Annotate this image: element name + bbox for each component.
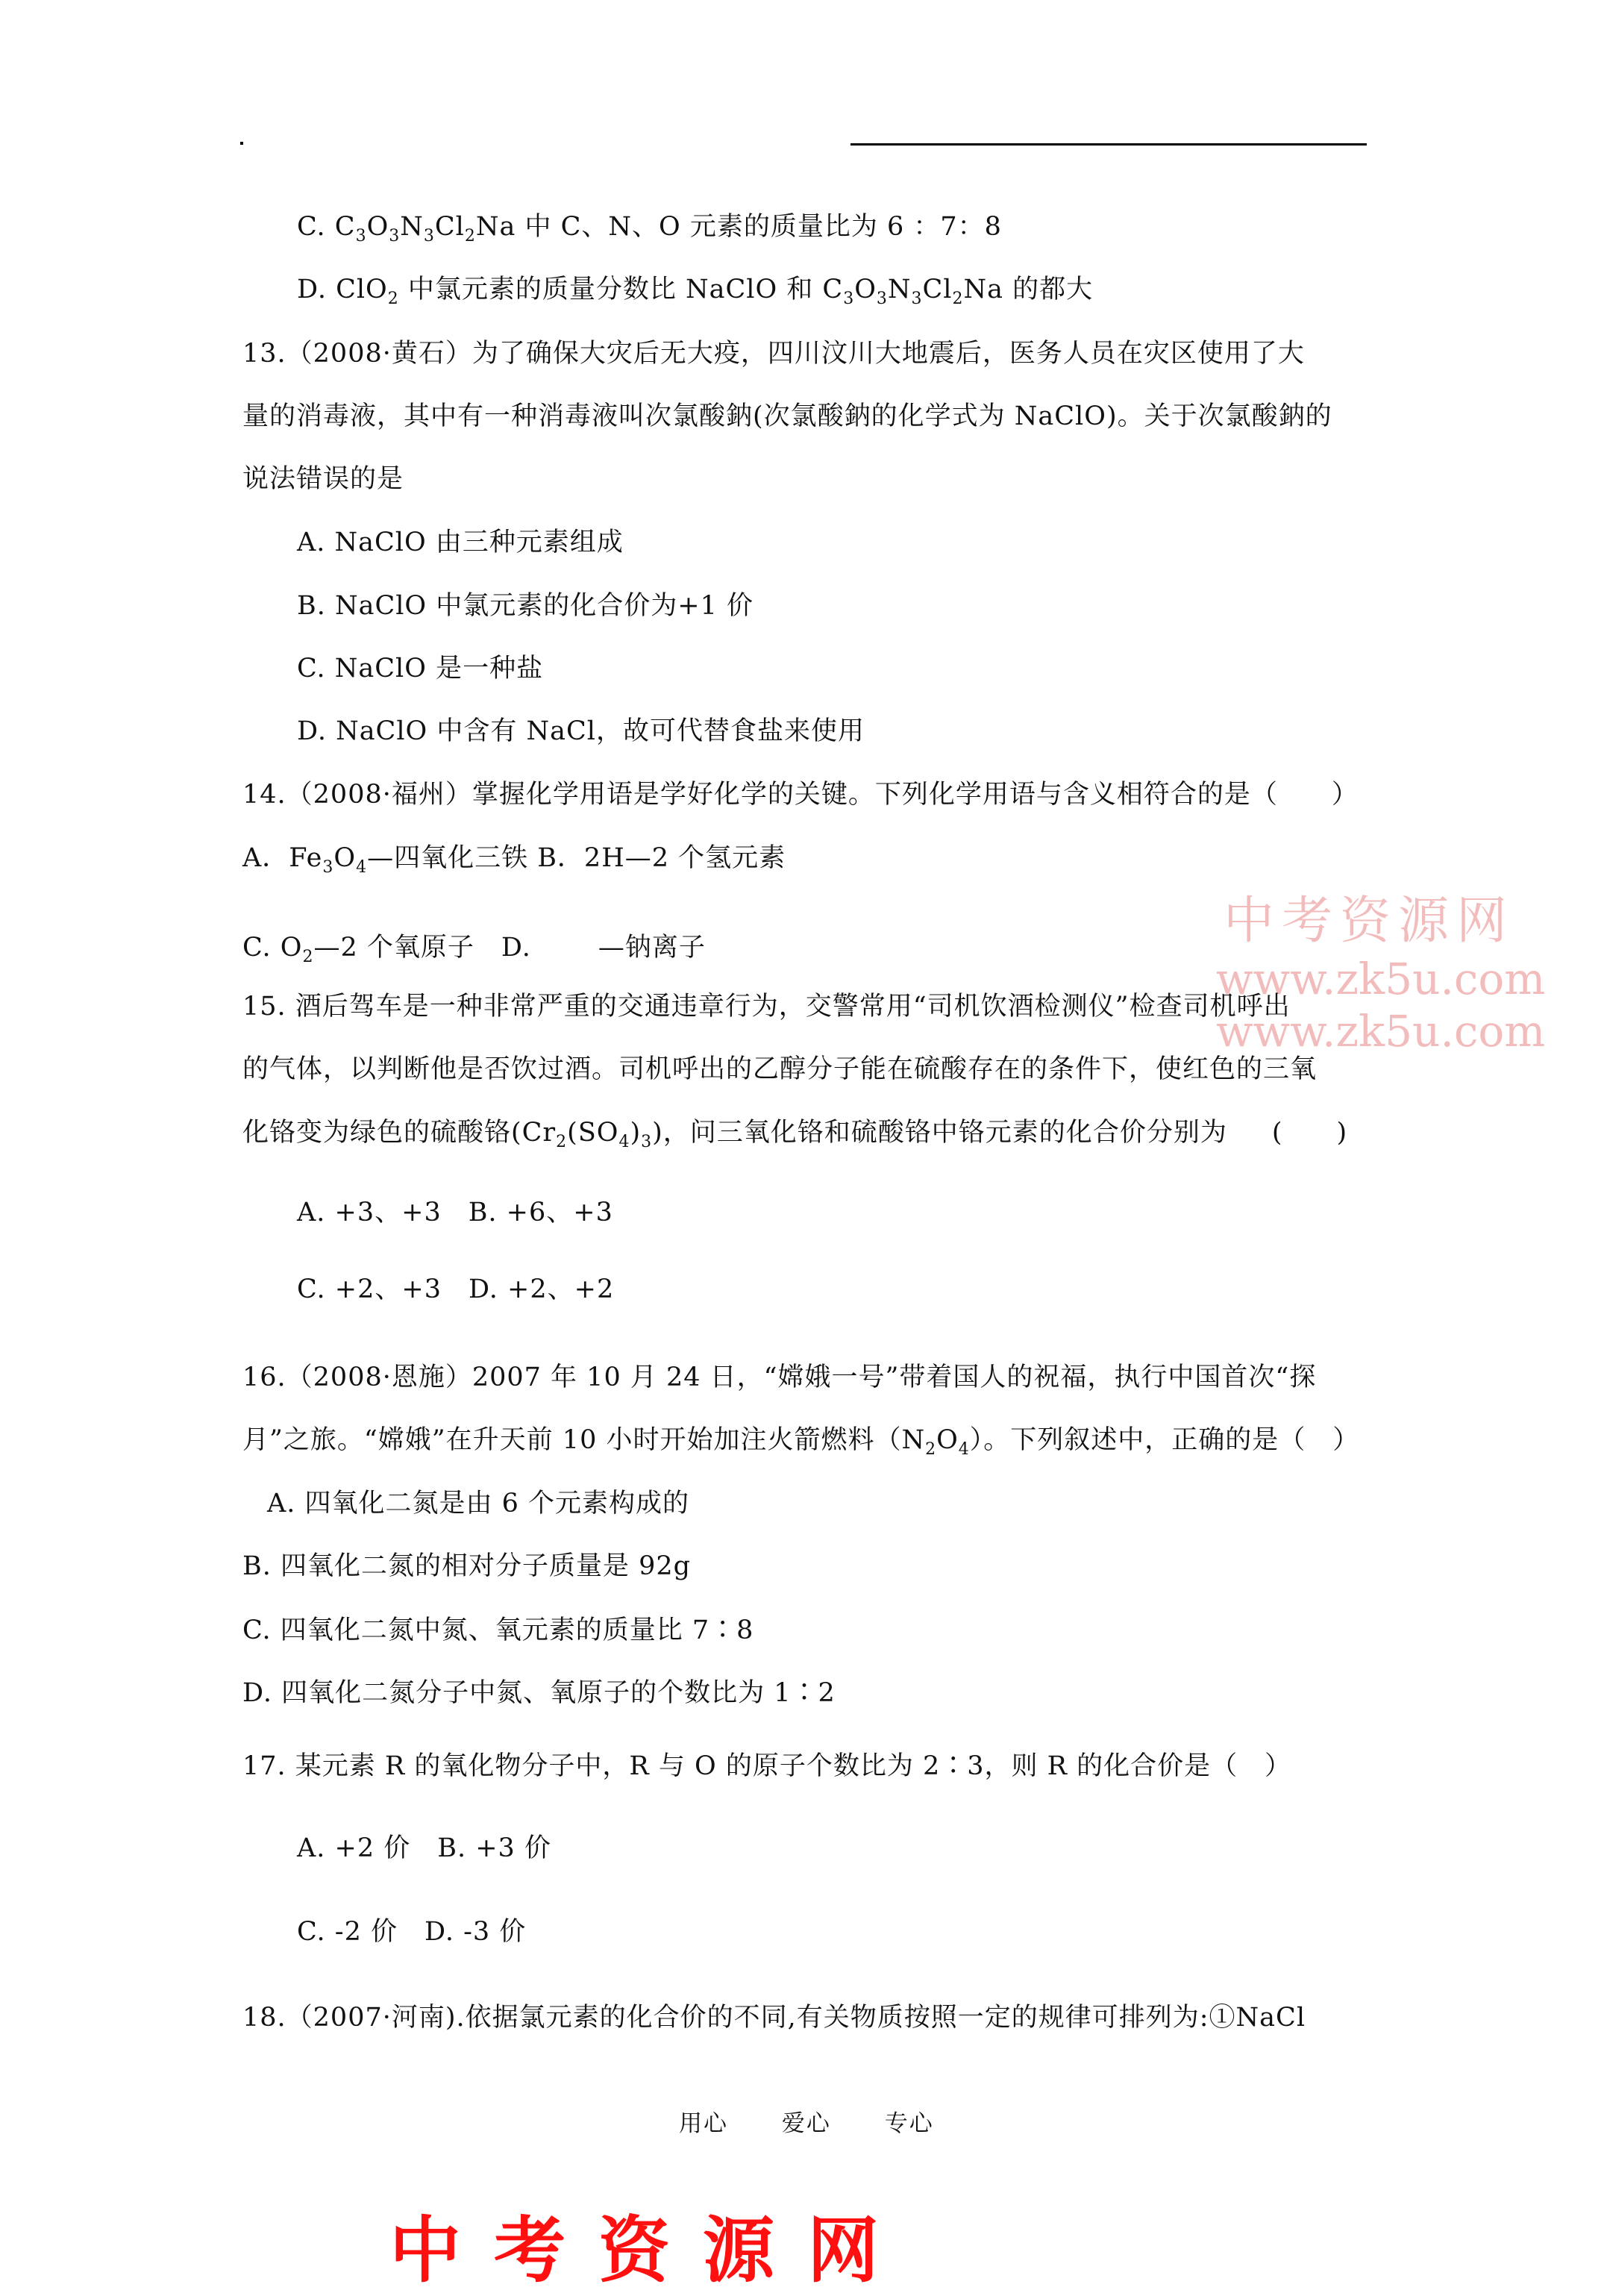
footer-word-3: 专心: [884, 2110, 934, 2137]
header-mark: [240, 142, 243, 145]
watermark-title: 中考资源网: [1224, 892, 1515, 951]
q16-option-c: C. 四氧化二氮中氮、氧元素的质量比 7∶8: [242, 1615, 754, 1645]
q13-stem-line1: 13.（2008·黄石）为了确保大灾后无大疫，四川汶川大地震后，医务人员在灾区使用了大: [242, 339, 1305, 369]
brand-banner: 中考资源网: [389, 2209, 912, 2292]
q16-option-d: D. 四氧化二氮分子中氮、氧原子的个数比为 1∶2: [242, 1678, 836, 1708]
q12-option-d: D. ClO$_2$ 中氯元素的质量分数比 NaClO 和 $C_3O_3N_3Cl_2Na$ 的都大: [297, 275, 1094, 308]
watermark-url-1: www.zk5u.com: [1216, 954, 1546, 1004]
q13-option-c: C. NaClO 是一种盐: [297, 654, 544, 684]
q12-option-c: C. $C_3O_3N_3Cl_2Na$ 中 C、N、O 元素的质量比为 6 ：7：8: [297, 212, 1002, 245]
q16-option-a: A. 四氧化二氮是由 6 个元素构成的: [267, 1489, 690, 1518]
q17-options-cd: C. -2 价 D. -3 价: [297, 1917, 527, 1947]
q13-option-d: D. NaClO 中含有 NaCl，故可代替食盐来使用: [297, 716, 865, 746]
q13-option-a: A. NaClO 由三种元素组成: [297, 528, 624, 557]
q15-stem-line2: 的气体，以判断他是否饮过酒。司机呼出的乙醇分子能在硫酸存在的条件下，使红色的三氧: [242, 1054, 1318, 1084]
q16-option-b: B. 四氧化二氮的相对分子质量是 92g: [242, 1551, 692, 1581]
q18-stem: 18.（2007·河南).依据氯元素的化合价的不同,有关物质按照一定的规律可排列为:①NaCl: [242, 2003, 1306, 2033]
q17-options-ab: A. +2 价 B. +3 价: [297, 1833, 551, 1863]
q15-options-ab: A. +3、+3 B. +6、+3: [297, 1198, 613, 1227]
q14-stem: 14.（2008·福州）掌握化学用语是学好化学的关键。下列化学用语与含义相符合的是（ ）: [242, 780, 1359, 810]
q13-stem-line3: 说法错误的是: [242, 464, 404, 494]
q16-stem-line2: 月”之旅。“嫦娥”在升天前 10 小时开始加注火箭燃料$(N_2O_4)$。下列叙述中，正确的是（ ）: [242, 1425, 1360, 1459]
header-rule: [850, 143, 1367, 146]
footer-word-2: 爱心: [781, 2110, 831, 2137]
q13-option-b: B. NaClO 中氯元素的化合价为+1 价: [297, 591, 754, 621]
footer-word-1: 用心: [679, 2110, 728, 2137]
q16-stem-line1: 16.（2008·恩施）2007 年 10 月 24 日，“嫦娥一号”带着国人的祝福，执行中国首次“探: [242, 1363, 1317, 1392]
page-footer: [679, 2104, 979, 2138]
q15-stem-line3: 化铬变为绿色的硫酸铬$(Cr_2(SO_4)_3)$，问三氧化铬和硫酸铬中铬元素的化合价分别为 ( ): [242, 1118, 1348, 1151]
q14-options-cd: C. $O_2—2$ 个氧原子 D. —钠离子: [242, 933, 706, 966]
q15-stem-line1: 15. 酒后驾车是一种非常严重的交通违章行为，交警常用“司机饮酒检测仪”检查司机呼出: [242, 992, 1291, 1022]
q15-options-cd: C. +2、+3 D. +2、+2: [297, 1274, 615, 1304]
watermark-url-2: www.zk5u.com: [1216, 1006, 1546, 1057]
q17-stem: 17. 某元素 R 的氧化物分子中，R 与 O 的原子个数比为 2∶3，则 R 的化合价是（ ）: [242, 1751, 1292, 1781]
q13-stem-line2: 量的消毒液，其中有一种消毒液叫次氯酸鈉(次氯酸鈉的化学式为 NaClO)。关于次氯酸鈉的: [242, 401, 1332, 431]
q14-options-ab: A．$Fe_3O_4—$四氧化三铁 B．2H—2 个氢元素: [242, 843, 786, 877]
